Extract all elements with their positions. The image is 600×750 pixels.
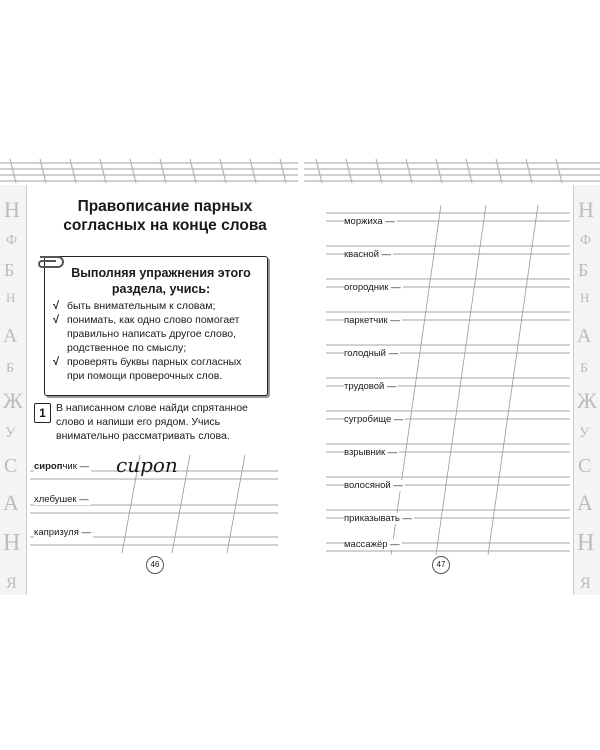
task-word: капризуля — bbox=[34, 527, 91, 538]
margin-letter: Н bbox=[578, 197, 594, 222]
word-rest: чик bbox=[62, 461, 77, 472]
rules-title-line-2: раздела, учись: bbox=[111, 282, 211, 296]
margin-letter: Ж bbox=[3, 388, 23, 413]
margin-letter: Н bbox=[577, 530, 595, 556]
check-mark-icon: √ bbox=[53, 300, 60, 312]
page-title bbox=[40, 197, 290, 235]
task-word: огородник — bbox=[344, 282, 401, 293]
task-word: голодный — bbox=[344, 348, 399, 359]
margin-letter: Б bbox=[6, 361, 15, 376]
rule-line: при помощи проверочных слов. bbox=[67, 370, 223, 382]
header-decoration bbox=[0, 155, 298, 189]
rule-line: правильно написать другое слово, bbox=[67, 328, 237, 340]
header-decoration bbox=[304, 155, 600, 189]
margin-letter: С bbox=[578, 455, 592, 477]
margin-letter: С bbox=[4, 455, 18, 477]
task-word: волосяной — bbox=[344, 480, 403, 491]
rules-title-line-1: Выполняя упражнения этого bbox=[71, 266, 251, 280]
paperclip-icon bbox=[36, 251, 66, 275]
task-word: паркетчик — bbox=[344, 315, 400, 326]
check-mark-icon: √ bbox=[53, 314, 60, 326]
margin-letter: Н bbox=[580, 290, 590, 305]
rule-item bbox=[53, 313, 265, 355]
task-word: массажёр — bbox=[344, 539, 400, 550]
margin-letter: Б bbox=[580, 361, 589, 376]
rules-box bbox=[44, 256, 268, 396]
hidden-word: сироп bbox=[34, 461, 63, 472]
title-line-1: Правописание парных bbox=[77, 198, 253, 215]
example-word bbox=[34, 461, 91, 472]
word-dash: — bbox=[79, 461, 90, 472]
margin-letter: Б bbox=[578, 260, 589, 280]
right-margin-band bbox=[573, 185, 600, 595]
task-word: моржиха — bbox=[344, 216, 395, 227]
margin-letter: А bbox=[577, 325, 592, 347]
rule-line: быть внимательным к словам; bbox=[67, 300, 216, 312]
right-page bbox=[304, 155, 600, 595]
task-word: трудовой — bbox=[344, 381, 397, 392]
page-number: 46 bbox=[146, 556, 164, 574]
rules-list bbox=[53, 299, 265, 383]
exercise-number: 1 bbox=[34, 403, 51, 423]
rule-item bbox=[53, 355, 265, 383]
left-page bbox=[0, 155, 298, 595]
margin-letter: Б bbox=[4, 260, 15, 280]
left-margin-band bbox=[0, 185, 27, 595]
margin-letter: Ф bbox=[6, 233, 18, 248]
task-word: квасной — bbox=[344, 249, 392, 260]
check-mark-icon: √ bbox=[53, 356, 60, 368]
title-line-2: согласных на конце слова bbox=[63, 217, 267, 234]
margin-letter: Я bbox=[6, 575, 17, 592]
page-number: 47 bbox=[432, 556, 450, 574]
margin-letter: А bbox=[577, 490, 593, 515]
instruction-line: слово и напиши его рядом. Учись bbox=[56, 416, 221, 428]
margin-letter: Н bbox=[6, 290, 16, 305]
instruction-line: внимательно рассматривать слова. bbox=[56, 430, 230, 442]
task-word: взрывник — bbox=[344, 447, 398, 458]
task-word: приказывать — bbox=[344, 513, 412, 524]
margin-letter: У bbox=[5, 425, 16, 441]
margin-letter: А bbox=[3, 325, 18, 347]
rule-item bbox=[53, 299, 265, 313]
margin-letter: Ф bbox=[580, 233, 592, 248]
handwritten-answer: сироп bbox=[116, 453, 178, 477]
rules-title bbox=[63, 265, 259, 297]
margin-letter: А bbox=[3, 490, 19, 515]
rule-line: понимать, как одно слово помогает bbox=[67, 314, 240, 326]
rule-line: родственное по смыслу; bbox=[67, 342, 187, 354]
rule-line: проверять буквы парных согласных bbox=[67, 356, 242, 368]
task-word: сугробище — bbox=[344, 414, 404, 425]
exercise-instruction bbox=[56, 401, 268, 443]
instruction-line: В написанном слове найди спрятанное bbox=[56, 402, 248, 414]
margin-letter: Я bbox=[580, 575, 591, 592]
margin-letter: Н bbox=[3, 530, 21, 556]
margin-letter: У bbox=[579, 425, 590, 441]
margin-letter: Н bbox=[4, 197, 20, 222]
task-word: хлебушек — bbox=[34, 494, 89, 505]
margin-letter: Ж bbox=[577, 388, 597, 413]
